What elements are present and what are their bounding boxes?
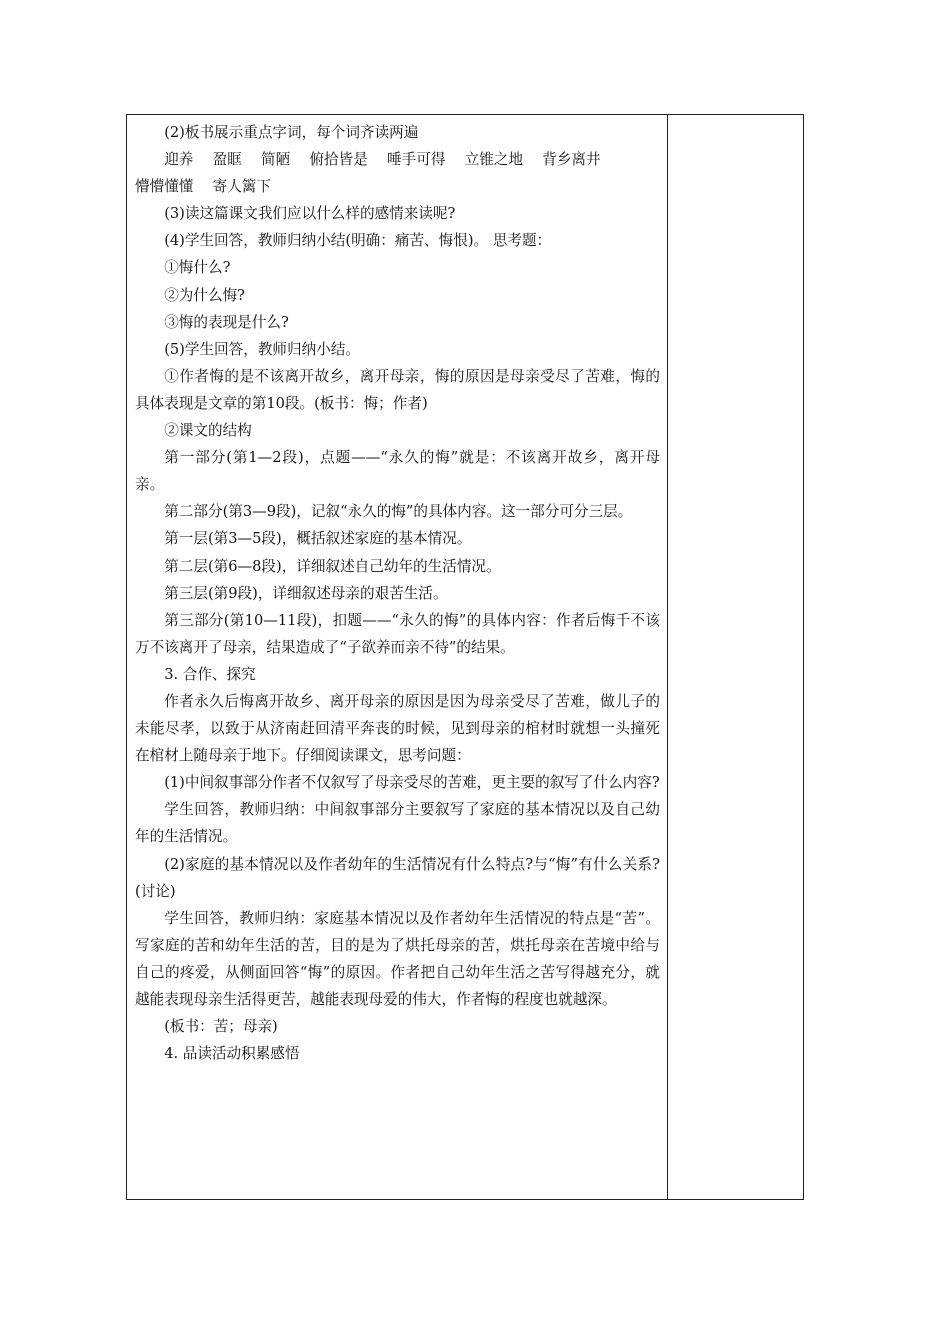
paragraph-answer-1: 学生回答，教师归纳：中间叙事部分主要叙写了家庭的基本情况以及自己幼年的生活情况。 <box>135 801 660 846</box>
paragraph-reason: 作者永久后悔离开故乡、离开母亲的原因是因为母亲受尽了苦难，做儿子的未能尽孝，以致于从济南赶回清平奔丧的时候，见到母亲的棺材时就想一头撞死在棺材上随母亲于地下。仔细阅读课文，思考问题： <box>135 692 660 765</box>
paragraph-summary-thinking: (4)学生回答，教师归纳小结(明确：痛苦、悔恨)。 思考题： <box>164 232 552 250</box>
lesson-table <box>126 114 804 1200</box>
section-heading-cooperate: 3. 合作、探究 <box>164 665 256 683</box>
paragraph-layer-two: 第二层(第6—8段)，详细叙述自己幼年的生活情况。 <box>164 557 501 575</box>
paragraph-board-words: (2)板书展示重点字词，每个词齐读两遍 <box>164 124 419 141</box>
paragraph-part-two: 第二部分(第3—9段)，记叙“永久的悔”的具体内容。这一部分可分三层。 <box>164 503 633 521</box>
paragraph-layer-one: 第一层(第3—5段)，概括叙述家庭的基本情况。 <box>164 530 472 548</box>
paragraph-answer-regret: ①作者悔的是不该离开故乡，离开母亲，悔的原因是母亲受尽了苦难，悔的具体表现是文章的第10段。(板书：悔；作者) <box>135 367 660 412</box>
paragraph-q2: ②为什么悔? <box>164 286 245 304</box>
section-heading-reading: 4. 品读活动积累感悟 <box>164 1045 300 1063</box>
paragraph-answer-2: 学生回答，教师归纳：家庭基本情况以及作者幼年生活情况的特点是“苦”。写家庭的苦和幼年生活的苦，目的是为了烘托母亲的苦，烘托母亲在苦境中给与自己的疼爱，从侧面回答“悔”的原因。作者把自己幼年生活之苦写得越充分，就越能表现母亲生活得更苦，越能表现母爱的伟大，作者悔的程度也就越深。 <box>135 909 660 1008</box>
notes-cell <box>668 115 803 1199</box>
paragraph-part-three: 第三部分(第10—11段)，扣题——“永久的悔”的具体内容：作者后悔千不该万不该离开了母亲，结果造成了“子欲养而亲不待”的结果。 <box>135 611 660 656</box>
paragraph-part-one: 第一部分(第1—2段)，点题——“永久的悔”就是：不该离开故乡，离开母亲。 <box>135 449 660 494</box>
paragraph-key-words-2: 懵懵懂懂 寄人篱下 <box>135 178 271 196</box>
paragraph-question-emotion: (3)读这篇课文我们应以什么样的感情来读呢? <box>164 205 456 223</box>
lesson-content-cell <box>135 119 660 1067</box>
paragraph-key-words-1: 迎养 盈眶 简陋 俯拾皆是 唾手可得 立锥之地 背乡离井 <box>164 151 601 169</box>
paragraph-question-2: (2)家庭的基本情况以及作者幼年的生活情况有什么特点?与“悔”有什么关系?(讨论) <box>135 855 660 900</box>
paragraph-q1: ①悔什么? <box>164 259 231 277</box>
paragraph-question-1: (1)中间叙事部分作者不仅叙写了母亲受尽的苦难，更主要的叙写了什么内容? <box>164 774 660 792</box>
paragraph-answer-5: (5)学生回答，教师归纳小结。 <box>164 340 360 358</box>
paragraph-board-note: (板书：苦；母亲) <box>164 1018 278 1036</box>
paragraph-q3: ③悔的表现是什么? <box>164 313 289 331</box>
paragraph-structure-heading: ②课文的结构 <box>164 422 252 440</box>
paragraph-layer-three: 第三层(第9段)，详细叙述母亲的艰苦生活。 <box>164 584 448 602</box>
